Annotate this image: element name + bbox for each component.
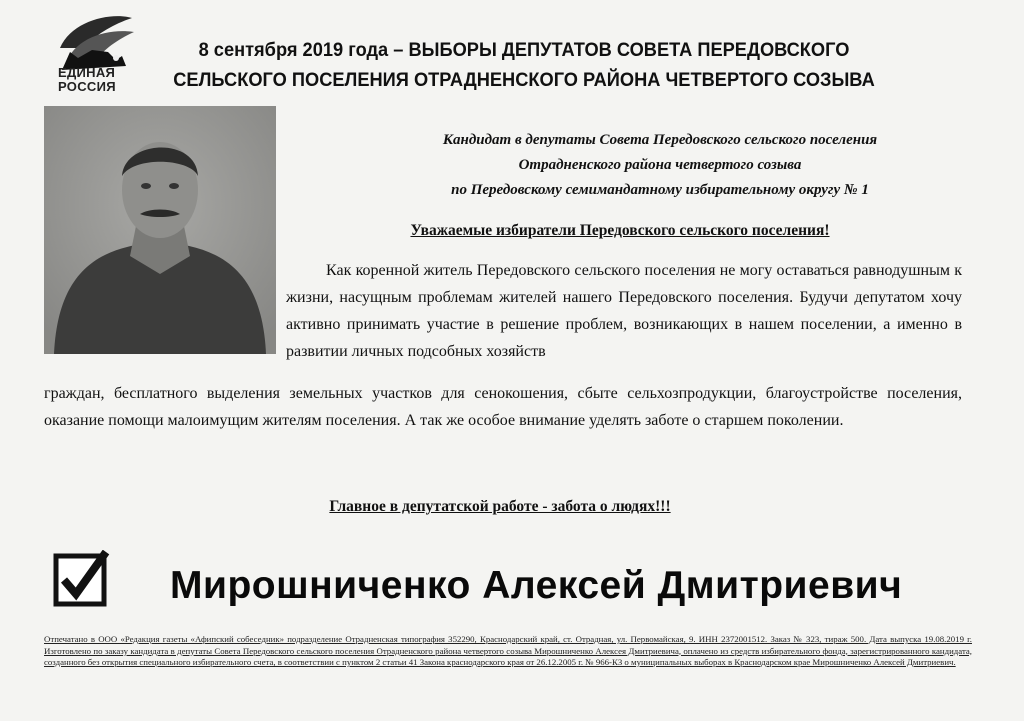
candidate-info-line3: по Передовскому семимандатному избирательному округу № 1 bbox=[451, 182, 869, 198]
print-imprint: Отпечатано в ООО «Редакция газеты «Афипский собеседник» подразделение Отрадненская типография 352290, Краснодарский край, ст. Отрадная, ул. Первомайская, 9. ИНН 2372001512. Заказ № 323, тираж 500. Дата выпуска 19.08.2019 г. Изготовлено по заказу кандидата в депутаты Совета Передовского сельского поселения Отрадненского района четвертого созыва Мирошниченко Алексея Дмитриевича, оплачено из средств избирательного фонда, зарегистрированного кандидата, созданного без открытия специального избирательного счета, в соответствии с пунктом 2 статьи 41 Закона краснодарского края от 26.12.2005 г. № 966-КЗ о муниципальных выборах в Краснодарском крае Мирошниченко Алексей Дмитриевич. bbox=[44, 634, 972, 667]
candidate-info-line2: Отрадненского района четвертого созыва bbox=[518, 157, 802, 173]
party-name-line1: ЕДИНАЯ bbox=[58, 65, 116, 80]
candidate-info bbox=[300, 128, 1020, 203]
appeal-paragraph-2: граждан, бесплатного выделения земельных участков для сенокошения, сбыте сельхозпродукции, благоустройстве поселения, оказание помощи малоимущим жителям поселения. А так же особое внимание уделять заботе о старшем поколении. bbox=[44, 385, 962, 429]
party-name-line2: РОССИЯ bbox=[58, 79, 116, 94]
candidate-info-line1: Кандидат в депутаты Совета Передовского сельского поселения bbox=[442, 132, 878, 148]
appeal-paragraph-1: Как коренной житель Передовского сельского поселения не могу оставаться равнодушным к жизни, насущным проблемам жителей нашего Передовского поселения. Будучи депутатом хочу активно принимать участие в решение проблем, возникающих в нашем поселении, а именно в развитии личных подсобных хозяйств bbox=[286, 262, 962, 360]
candidate-photo bbox=[44, 106, 276, 354]
election-headline bbox=[140, 36, 908, 96]
candidate-name: Мирошниченко Алексей Дмитриевич bbox=[170, 564, 903, 607]
headline-line2: СЕЛЬСКОГО ПОСЕЛЕНИЯ ОТРАДНЕНСКОГО РАЙОНА ЧЕТВЕРТОГО СОЗЫВА bbox=[173, 70, 875, 91]
candidate-portrait-image bbox=[44, 106, 276, 354]
checkmark-icon bbox=[52, 550, 110, 608]
appeal-greeting: Уважаемые избиратели Передовского сельского поселения! bbox=[410, 222, 830, 239]
party-name bbox=[58, 66, 138, 94]
headline-line1: 8 сентября 2019 года – ВЫБОРЫ ДЕПУТАТОВ СОВЕТА ПЕРЕДОВСКОГО bbox=[198, 40, 850, 61]
appeal-slogan: Главное в депутатской работе - забота о людях!!! bbox=[329, 498, 671, 515]
